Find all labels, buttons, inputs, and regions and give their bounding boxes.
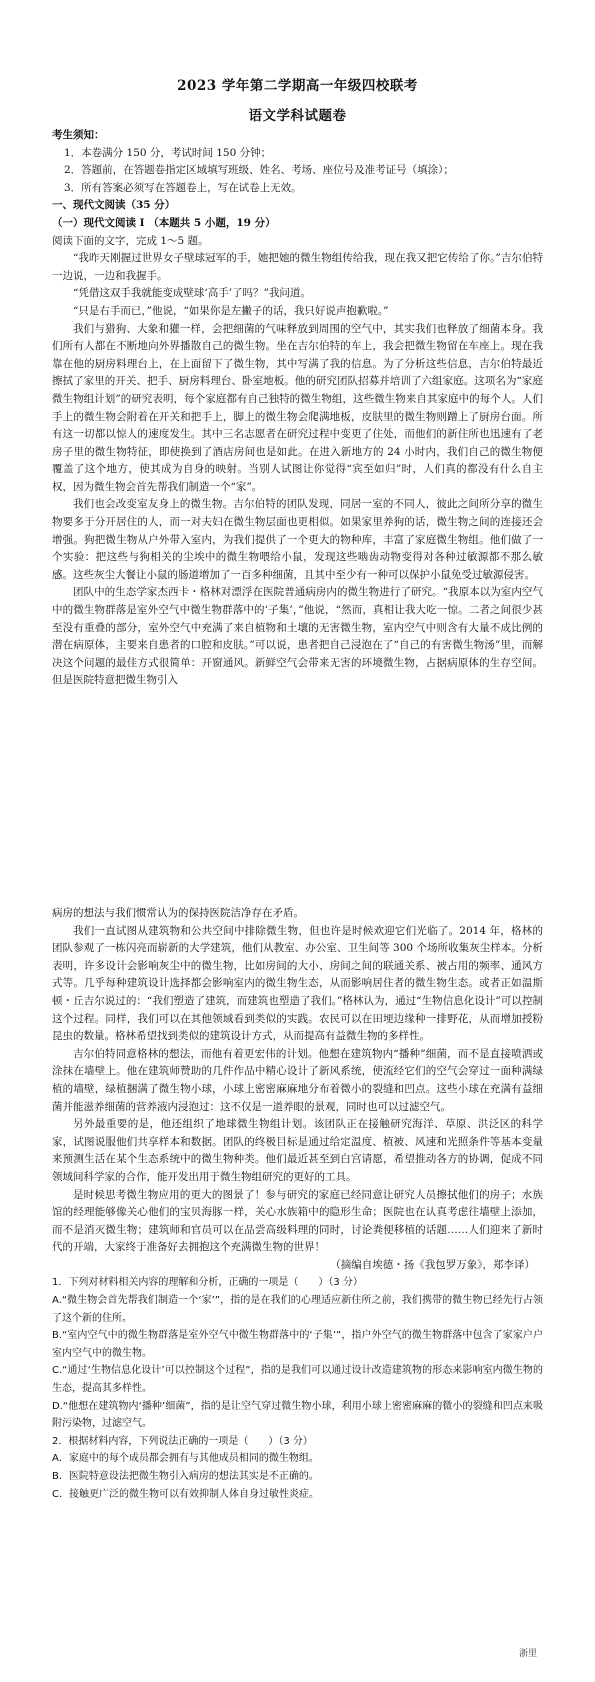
passage-paragraph: 吉尔伯特同意格林的想法，而他有着更宏伟的计划。他想在建筑物内“播种”细菌，而不是直接喷洒或涂抹在墙壁上。他在建筑师赞助的几件作品中精心设计了新风系统，使流经它们的空气会穿过一面种满绿植的墙壁，绿植捆满了微生物小球，小球上密密麻麻地分布着微小的裂缝和凹点。这些小球在充满有益细菌并能滋养细菌的营养液内浸泡过：这不仅是一道养眼的景观，同时也可以过滤空气。 [52, 1047, 543, 1113]
notice-block [52, 127, 543, 690]
passage-paragraph: “只是右手而已，”他说，“如果你是左撇子的话，我只好说声抱歉啦。” [73, 304, 389, 317]
passage-paragraph: “凭借这双手我就能变成壁球‘高手’了吗？”我问道。 [73, 287, 311, 300]
notice-item: 1．本卷满分 150 分，考试时间 150 分钟； [64, 146, 272, 159]
question-stem: 1．下列对材料相关内容的理解和分析，正确的一项是（ ）（3 分） [52, 1277, 363, 1289]
passage-paragraph: 我们与猎狗、大象和獾一样，会把细菌的气味释放到周围的空气中，其实我们也释放了细菌本身。我们所有人都在不断地向外界播散自己的微生物。坐在吉尔伯特的车上，我会把微生物留在车座上。现在我靠在他的厨房料理台上，在上面留下了微生物，其中写满了我的信息。为了分析这些信息，吉尔伯特最近擦拭了家里的开关、把手、厨房料理台、卧室地板。他的研究团队招募并培训了六组家庭。这项名为“家庭微生物组计划”的研究表明，每个家庭都有自己独特的微生物组，这些微生物来自其家庭中的每个人。人们手上的微生物会附着在开关和把手上，脚上的微生物会爬满地板，皮肤里的微生物则蹭上了厨房台面。所有这一切都以惊人的速度发生。其中三名志愿者在研究过程中变更了住处，而他们的新住所也迅速有了老房子里的微生物特征，即使换到了酒店房间也是如此。在进入新地方的 24 小时内，我们自己的微生物便覆盖了这个地方，使其成为自身的映射。当别人试图让你觉得“宾至如归”时，人们真的都没有什么自主权，因为微生物会首先帮我们制造一个“家”。 [52, 322, 543, 493]
question-option: B.“室内空气中的微生物群落是室外空气中微生物群落中的‘子集’”，指户外空气的微生物群落中包含了家家户户室内空气中的微生物。 [52, 1330, 543, 1359]
passage-paragraph: 另外最重要的是，他还组织了地球微生物组计划。该团队正在接触研究海洋、草原、洪泛区的科学家，试图说服他们共享样本和数据。团队的终极目标是通过给定温度、植被、风速和光照条件等基本变量来预测生活在某个生态系统中的微生物种类。他们最近甚至到白宫请愿，希望推动各方的协调，促成不同领域间科学家的合作，能开发出用于微生物组研究的更好的工具。 [52, 1118, 543, 1183]
question-option: A．家庭中的每个成员都会拥有与其他成员相同的微生物组。 [52, 1453, 319, 1465]
exam-subtitle: 语文学科试题卷 [248, 108, 347, 124]
question-option: C.“通过‘生物信息化设计’可以控制这个过程”，指的是我们可以通过设计改造建筑物的形态来影响室内微生物的生态，提高其多样性。 [52, 1365, 543, 1395]
question-option: C．接触更广泛的微生物可以有效抑制人体自身过敏性炎症。 [52, 1488, 319, 1500]
exam-title: 2023 学年第二学期高一年级四校联考 [177, 78, 418, 94]
passage-paragraph: 我们一直试图从建筑物和公共空间中排除微生物，但也许是时候欢迎它们光临了。2014 年，格林的团队参观了一栋闪亮而崭新的大学建筑，他们从教室、办公室、卫生间等 300 个场所收集灰尘样本。分析表明，许多设计会影响灰尘中的微生物，比如房间的大小、房间之间的联通关系、被占用的频率、通风方式等。几乎每种建筑设计选择都会影响室内的微生物生态，从而影响居住者的微生物生态。或者正如温斯顿・丘吉尔说过的：“我们塑造了建筑，而建筑也塑造了我们。”格林认为，通过“生物信息化设计”可以控制这个过程。同样，我们可以在其他领域看到类似的实践。农民可以在田埂边缘种一排野花，从而增加授粉昆虫的数量。格林希望找到类似的建筑设计方式，从而提高有益微生物的多样性。 [52, 924, 543, 1043]
question-option: A.“微生物会首先帮我们制造一个‘家’”，指的是在我们的心理适应新住所之前，我们携带的微生物已经先行占领了这个新的住所。 [52, 1295, 543, 1324]
passage-source: （摘编自埃德・扬《我包罗万象》，郑李译） [330, 1258, 535, 1271]
notice-heading: 考生须知： [52, 129, 105, 141]
footer-mark: 浙里 [518, 1649, 537, 1659]
notice-item: 3．所有答案必须写在答题卷上，写在试卷上无效。 [64, 181, 302, 194]
notice-item: 2．答题前，在答题卷指定区域填写班级、姓名、考场、座位号及准考证号（填涂）； [64, 164, 454, 177]
passage-paragraph: “我昨天刚握过世界女子壁球冠军的手，她把她的微生物组传给我，现在我又把它传给了你。”吉尔伯特一边说，一边和我握手。 [52, 252, 543, 282]
section-subheading: （一）现代文阅读 I （本题共 5 小题，19 分） [52, 216, 276, 229]
passage-paragraph: 我们也会改变室友身上的微生物。吉尔伯特的团队发现，同居一室的不同人，彼此之间所分享的微生物要多于分开居住的人，而一对夫妇在微生物层面也更相似。如果家里养狗的话，微生物之间的连接还会增强。狗把微生物从户外带入室内，为我们提供了一个更大的物种库，丰富了家庭微生物组。他们做了一个实验：把这些与狗相关的尘埃中的微生物喂给小鼠，发现这些啮齿动物变得对各种过敏源都不那么敏感。这些灰尘大餐让小鼠的肠道增加了一百多种细菌，且其中至少有一种可以保护小鼠免受过敏源侵害。 [52, 498, 543, 581]
section-heading: 一、现代文阅读（35 分） [52, 199, 176, 212]
passage-paragraph: 团队中的生态学家杰西卡・格林对漂浮在医院普通病房内的微生物进行了研究。“我原本以为室内空气中的微生物群落是室外空气中微生物群落中的‘子集’，”他说，“然而，真相让我大吃一惊。二者之间很少甚至没有重叠的部分，室外空气中充满了来自植物和土壤的无害微生物，室内空气中则含有大量不成比例的潜在病原体，主要来自患者的口腔和皮肤。”可以说，患者把自己浸泡在了“自己的有害微生物汤”里，而解决这个问题的最佳方式很简单：开窗通风。新鲜空气会带来无害的环境微生物，占据病原体的生存空间。但是医院特意把微生物引入 [52, 586, 543, 687]
section-instruction: 阅读下面的文字，完成 1～5 题。 [52, 234, 209, 247]
question-stem: 2．根据材料内容，下列说法正确的一项是（ ）（3 分） [52, 1435, 313, 1447]
passage-continued [52, 905, 543, 1503]
passage-paragraph: 是时候思考微生物应用的更大的图景了！参与研究的家庭已经同意让研究人员擦拭他们的房子；水族馆的经理能够像关心他们的宝贝海豚一样，关心水族箱中的隐形生命；医院也在认真考虑往墙壁上添加，而不是消灭微生物；建筑师和官员可以在品尝高级料理的同时，讨论粪便移植的话题……人们迎来了新时代的开端，大家终于准备好去拥抱这个充满微生物的世界！ [52, 1188, 543, 1254]
question-option: B．医院特意设法把微生物引入病房的想法其实是不正确的。 [52, 1471, 319, 1482]
passage-paragraph: 病房的想法与我们惯常认为的保持医院洁净存在矛盾。 [52, 907, 304, 919]
question-option: D.“他想在建筑物内‘播种’细菌”，指的是让空气穿过微生物小球，利用小球上密密麻麻的微小的裂缝和凹点来吸附污染物，过滤空气。 [52, 1400, 543, 1430]
